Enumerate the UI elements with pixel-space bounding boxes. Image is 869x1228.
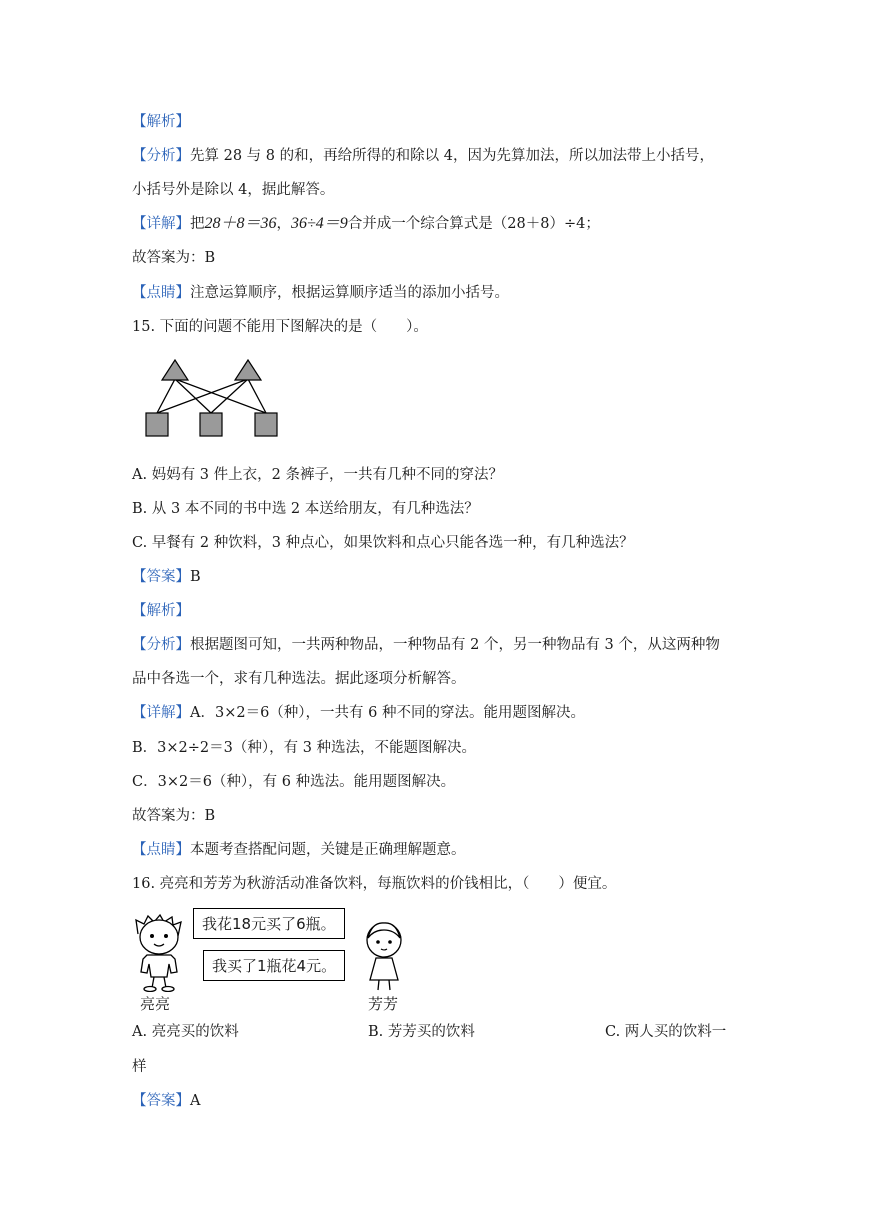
square-shape-2: [200, 413, 222, 436]
triangle-shape-2: [235, 360, 261, 380]
q15-xiangjie-b: B．3×2÷2＝3（种），有 3 种选法，不能题图解决。: [132, 740, 477, 756]
q15-daan: [132, 567, 201, 587]
q15-fenxi-line2: 品中各选一个，求有几种选法。据此逐项分析解答。: [132, 671, 466, 687]
q15-daan-value: B: [190, 569, 201, 585]
q14-xiangjie-post: 合并成一个综合算式是（28＋8）÷4；: [347, 216, 600, 232]
q15-daan-tag: 【答案】: [132, 569, 190, 585]
q14-dianjing: [132, 283, 509, 303]
q15-stem: 15. 下面的问题不能用下图解决的是（ ）。: [132, 319, 428, 335]
speech-bubble-girl: 我买了1瓶花4元。: [203, 950, 345, 981]
square-shape-1: [146, 413, 168, 436]
speech-bubble-boy: 我花18元买了6瓶。: [193, 908, 345, 939]
q15-dianjing: [132, 840, 466, 860]
girl-cartoon-icon: [360, 918, 408, 992]
q16-stem: 16. 亮亮和芳芳为秋游活动准备饮料，每瓶饮料的价钱相比，（ ）便宜。: [132, 876, 617, 892]
q15-xiangjie-a: [132, 703, 585, 723]
q15-fenxi-line1: [132, 635, 720, 655]
q14-dianjing-tag: 【点睛】: [132, 285, 190, 301]
q16-option-a: A. 亮亮买的饮料: [132, 1024, 239, 1040]
q15-xiangjie-tag: 【详解】: [132, 705, 190, 721]
q16-option-c: C. 两人买的饮料一: [605, 1024, 727, 1040]
q16-daan-tag: 【答案】: [132, 1093, 190, 1109]
q15-fenxi-text: 根据题图可知，一共两种物品，一种物品有 2 个，另一种物品有 3 个，从这两种物: [190, 637, 720, 653]
q16-daan: [132, 1091, 200, 1111]
triangle-shape-1: [162, 360, 188, 380]
q14-xiangjie: [132, 214, 600, 234]
q14-xiangjie-pre: 把: [190, 216, 205, 232]
q15-dianjing-tag: 【点睛】: [132, 842, 190, 858]
q14-sep: ，: [276, 216, 292, 232]
q14-fenxi-text: 先算 28 与 8 的和，再给所得的和除以 4，因为先算加法，所以加法带上小括号，: [190, 148, 714, 164]
name-label-boy: 亮亮: [140, 995, 171, 1013]
q15-answer: 故答案为：B: [132, 808, 216, 824]
q14-fenxi-line2: 小括号外是除以 4，据此解答。: [132, 182, 335, 198]
q15-xiangjie-a-text: A．3×2＝6（种），一共有 6 种不同的穿法。能用题图解决。: [190, 705, 585, 721]
q14-equation-2: 36÷4＝9: [291, 215, 348, 232]
q16-option-b: B. 芳芳买的饮料: [368, 1024, 475, 1040]
q15-option-b: B. 从 3 本不同的书中选 2 本送给朋友，有几种选法？: [132, 501, 479, 517]
q14-dianjing-text: 注意运算顺序，根据运算顺序适当的添加小括号。: [190, 285, 509, 301]
q15-jiexi-tag: 【解析】: [132, 603, 190, 619]
q15-xiangjie-c: C．3×2＝6（种），有 6 种选法。能用题图解决。: [132, 774, 456, 790]
name-label-girl: 芳芳: [368, 995, 399, 1013]
q14-equation-1: 28＋8＝36: [204, 215, 277, 232]
q14-fenxi-line1: [132, 146, 714, 166]
q15-option-a: A. 妈妈有 3 件上衣，2 条裤子，一共有几种不同的穿法？: [132, 467, 503, 483]
q15-option-c: C. 早餐有 2 种饮料，3 种点心，如果饮料和点心只能各选一种，有几种选法？: [132, 535, 634, 551]
q15-dianjing-text: 本题考查搭配问题，关键是正确理解题意。: [190, 842, 466, 858]
q14-xiangjie-tag: 【详解】: [132, 216, 190, 232]
q16-daan-value: A: [190, 1093, 201, 1109]
triangle-square-matching-diagram: [140, 352, 285, 444]
q16-option-c-continued: 样: [132, 1059, 147, 1075]
q14-answer: 故答案为：B: [132, 250, 216, 266]
q15-fenxi-tag: 【分析】: [132, 637, 190, 653]
q14-jiexi-tag: 【解析】: [132, 114, 190, 130]
q14-fenxi-tag: 【分析】: [132, 148, 190, 164]
square-shape-3: [255, 413, 277, 436]
boy-cartoon-icon: [130, 912, 188, 992]
